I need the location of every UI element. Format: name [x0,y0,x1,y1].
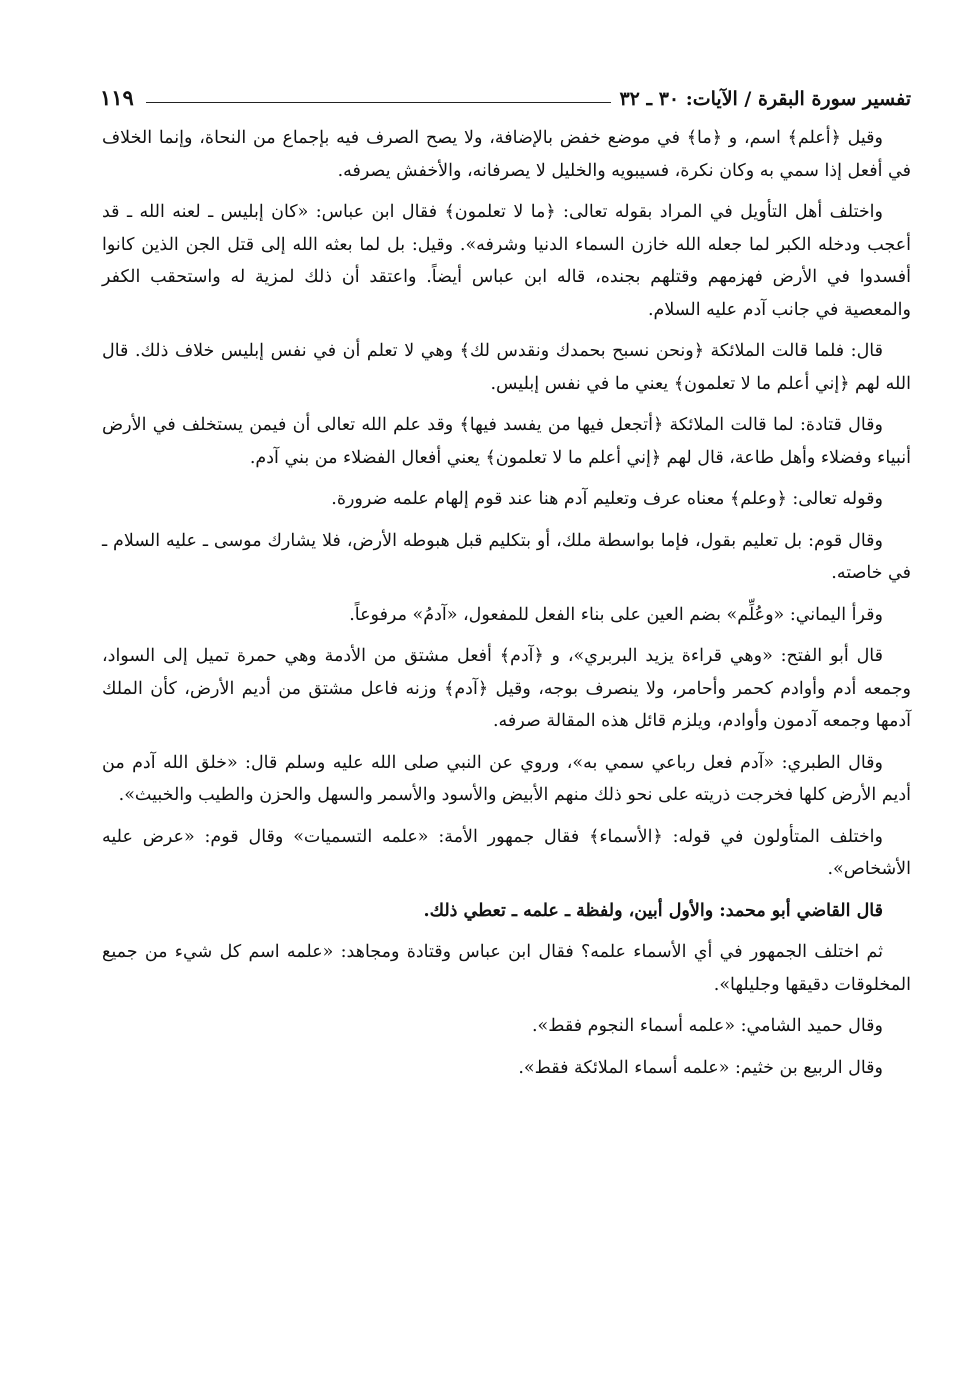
header-rule [146,102,612,103]
paragraph: قال القاضي أبو محمد: والأول أبين، ولفظة ـ علمه ـ تعطي ذلك. [423,900,883,921]
paragraph: وقال قوم: بل تعليم بقول، فإما بواسطة ملك، أو بتكليم قبل هبوطه الأرض، فلا يشارك موسى ـ عليه السلام ـ في خاصته. [102,530,911,583]
body-text [102,122,911,1093]
paragraph: وقرأ اليماني: «وعُلِّم» بضم العين على بناء الفعل للمفعول، «آدمُ» مرفوعاً. [349,604,883,625]
paragraph: قال: فلما قالت الملائكة ﴿ونحن نسبح بحمدك ونقدس لك﴾ وهي لا تعلم أن في نفس إبليس خلاف ذلك. قال الله لهم ﴿إني أعلم ما لا تعلمون﴾ يعني ما في نفس إبليس. [102,341,911,394]
paragraph: وقوله تعالى: ﴿وعلم﴾ معناه عرف وتعليم آدم هنا عند قوم إلهام علمه ضرورة. [331,489,883,509]
paragraph: واختلف المتأولون في قوله: ﴿الأسماء﴾ فقال جمهور الأمة: «علمه التسميات» وقال قوم: «عرض عليه الأشخاص». [102,826,911,879]
paragraph: وقال الربيع بن خثيم: «علمه أسماء الملائكة فقط». [518,1057,883,1078]
paragraph: وقال الطبري: «آدم فعل رباعي سمي به»، وروي عن النبي صلى الله عليه وسلم قال: «خلق الله آدم من أديم الأرض كلها فخرجت ذريته على نحو ذلك منهم الأبيض والأسود والأسمر والسهل والحزن والطيب والخبيث». [102,752,911,805]
paragraph: وقال حميد الشامي: «علمه أسماء النجوم فقط». [531,1016,883,1036]
paragraph: وقيل ﴿أعلم﴾ اسم، و ﴿ما﴾ في موضع خفض بالإضافة، ولا يصح الصرف فيه بإجماع من النحاة، وإنما الخلاف في أفعل إذا سمي به وكان نكرة، فسيبويه والخليل لا يصرفانه، والأخفش يصرفه. [102,128,911,181]
running-header [100,70,911,110]
paragraph: قال أبو الفتح: «وهي قراءة يزيد البربري»، و ﴿آدم﴾ أفعل مشتق من الأدمة وهي حمرة تميل إلى السواد، وجمعه أدم وأوادم كحمر وأحامر، ولا ينصرف بوجه، وقيل ﴿آدم﴾ وزنه فاعل مشتق من أديم الأرض، كأن الملك آدمها وجمعه آدمون وأوادم، ويلزم قائل هذه المقالة صرفه. [102,646,911,731]
paragraph: وقال قتادة: لما قالت الملائكة ﴿أتجعل فيها من يفسد فيها﴾ وقد علم الله تعالى أن فيمن يستخلف في الأرض أنبياء وفضلاء وأهل طاعة، قال لهم ﴿إني أعلم ما لا تعلمون﴾ يعني أفعال الفضلاء من بني آدم. [102,415,911,468]
paragraph: واختلف أهل التأويل في المراد بقوله تعالى: ﴿ما لا تعلمون﴾ فقال ابن عباس: «كان إبليس ـ لعنه الله ـ قد أعجب ودخله الكبر لما جعله الله خازن السماء الدنيا وشرفه». وقيل: بل لما بعثه الله إلى قتل الجن الذين كانوا أفسدوا في الأرض فهزمهم وقتلهم بجنده، قاله ابن عباس أيضاً. واعتقد أن ذلك لمزية له واستحقب الكفر والمعصية في جانب آدم عليه السلام. [102,202,911,320]
page-number: ١١٩ [100,85,134,110]
paragraph: ثم اختلف الجمهور في أي الأسماء علمه؟ فقال ابن عباس وقتادة ومجاهد: «علمه اسم كل شيء من جميع المخلوقات دقيقها وجليلها». [102,942,911,995]
running-title: تفسير سورة البقرة / الآيات: ٣٠ ـ ٣٢ [619,88,911,110]
